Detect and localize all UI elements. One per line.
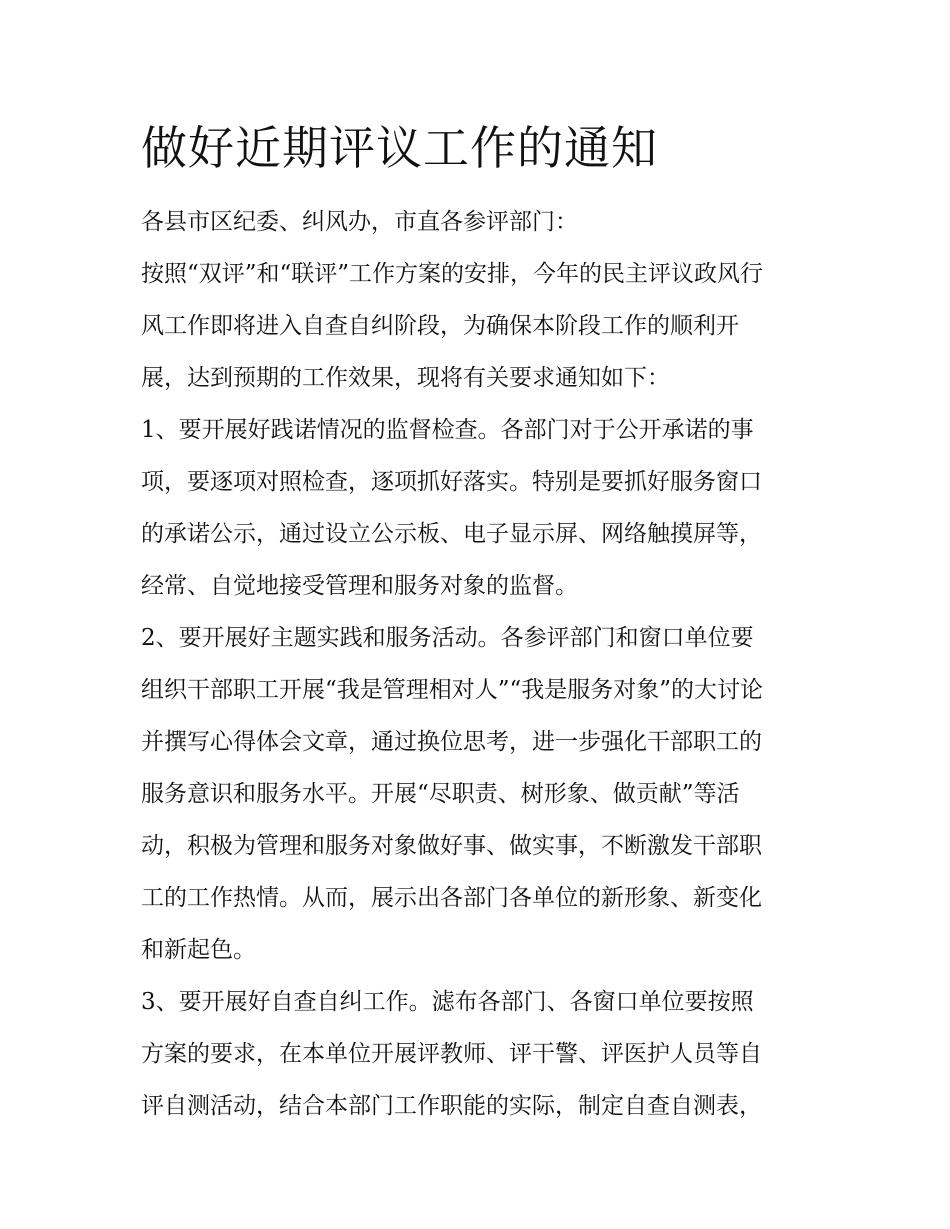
body-line: 服务意识和服务水平。开展“尽职责、树形象、做贡献”等活	[141, 781, 740, 807]
body-line: 按照“双评”和“联评”工作方案的安排，今年的民主评议政风行	[141, 261, 764, 287]
body-line: 方案的要求，在本单位开展评教师、评干警、评医护人员等自	[141, 1041, 762, 1067]
body-line: 经常、自觉地接受管理和服务对象的监督。	[141, 573, 578, 599]
body-line: 风工作即将进入自查自纠阶段，为确保本阶段工作的顺利开	[141, 313, 739, 339]
body-line: 2、要开展好主题实践和服务活动。各参评部门和窗口单位要	[141, 625, 754, 651]
page-title: 做好近期评议工作的通知	[141, 121, 658, 175]
body-line: 评自测活动，结合本部门工作职能的实际，制定自查自测表，	[141, 1093, 762, 1119]
body-line: 和新起色。	[141, 937, 256, 963]
body-line: 项，要逐项对照检查，逐项抓好落实。特别是要抓好服务窗口	[141, 469, 762, 495]
body-line: 动，积极为管理和服务对象做好事、做实事，不断激发干部职	[141, 833, 762, 859]
body-line: 工的工作热情。从而，展示出各部门各单位的新形象、新变化	[141, 885, 762, 911]
body-line: 的承诺公示，通过设立公示板、电子显示屏、网络触摸屏等，	[141, 521, 762, 547]
body-line: 并撰写心得体会文章，通过换位思考，进一步强化干部职工的	[141, 729, 762, 755]
body-line: 3、要开展好自查自纠工作。滤布各部门、各窗口单位要按照	[141, 989, 754, 1015]
body-line: 组织干部职工开展“我是管理相对人”“我是服务对象”的大讨论	[141, 677, 764, 703]
salutation-line: 各县市区纪委、纠风办，市直各参评部门：	[141, 209, 578, 235]
body-line: 展，达到预期的工作效果，现将有关要求通知如下：	[141, 365, 670, 391]
body-line: 1、要开展好践诺情况的监督检查。各部门对于公开承诺的事	[141, 417, 754, 443]
